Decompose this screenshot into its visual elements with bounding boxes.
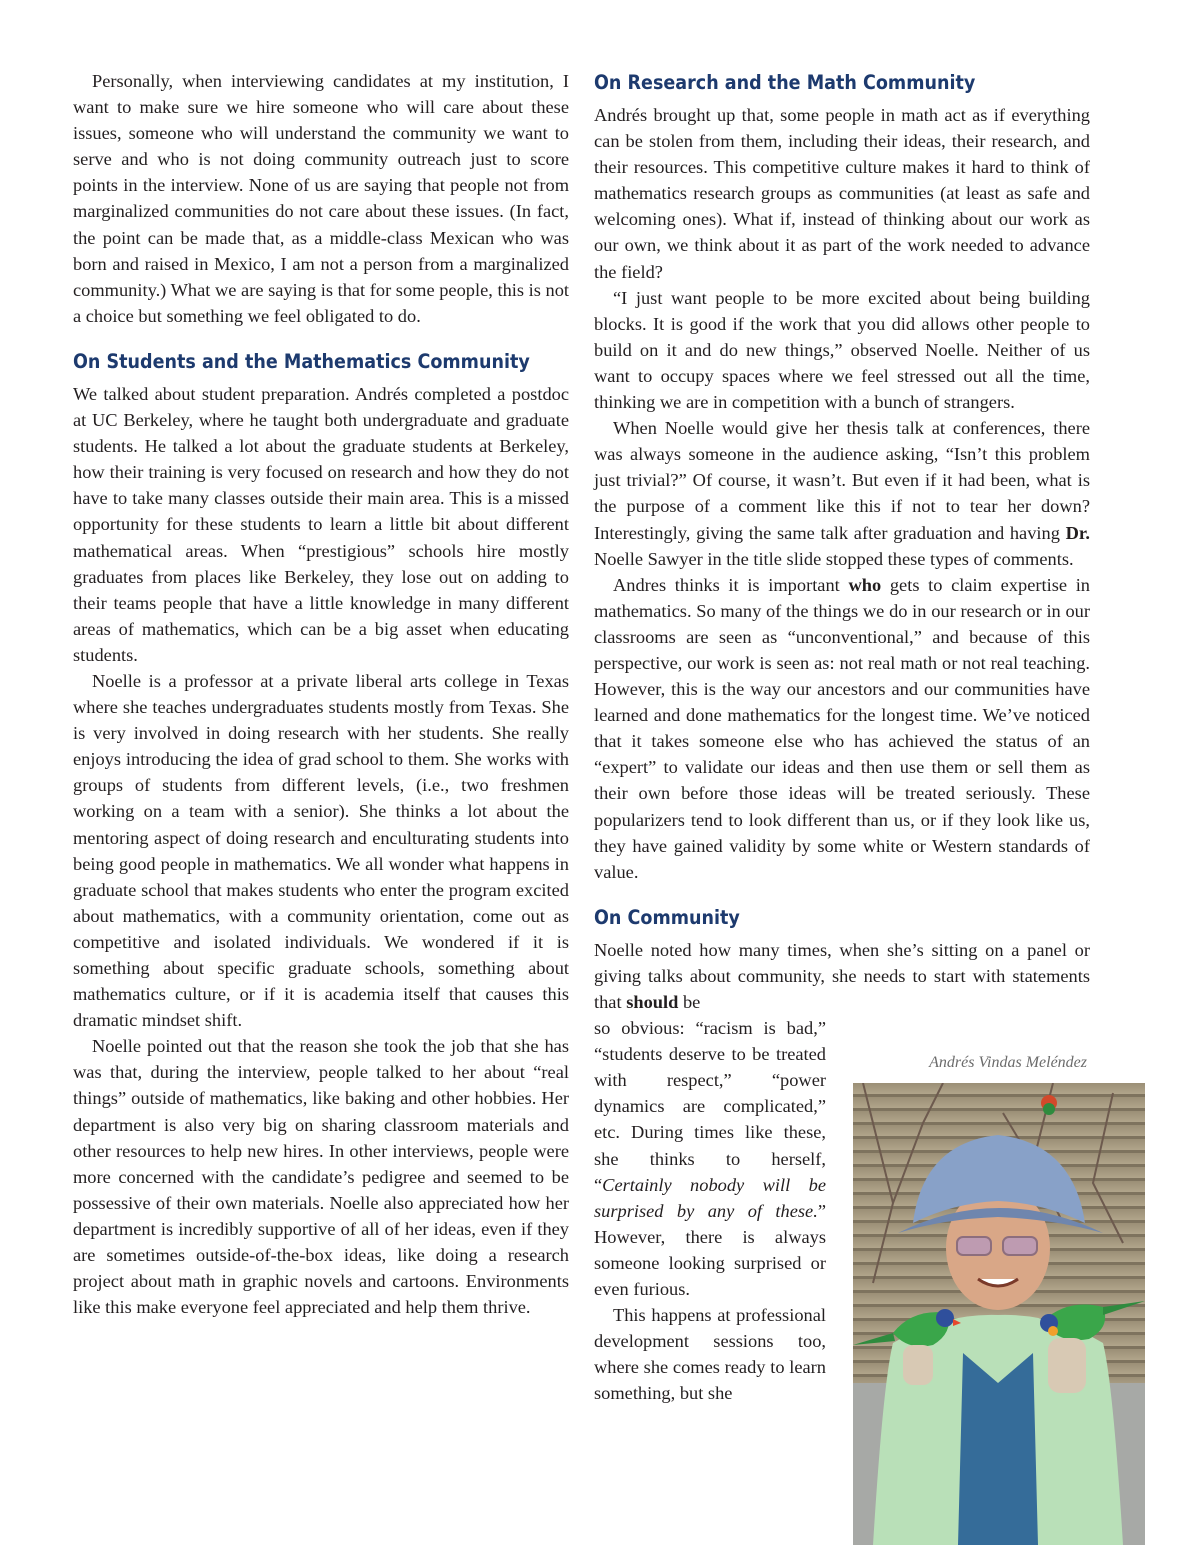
author-photo [853, 1083, 1145, 1545]
paragraph-competitive-culture: Andrés brought up that, some people in math act as if everything can be stolen from them, including their ideas, their research, and their resources. This competitive culture makes it hard to think of mathematics research groups as communities (at least as safe and welcoming ones). What if, instead of thinking about our work as our own, we think about it as part of the work needed to advance the field? [594, 105, 1090, 282]
paragraph-obvious-statements: so obvious: “racism is bad,” “students deserve to be treated with respect,” “power dynamics are complicated,” etc. During times like these, she thinks to herself, “Certainly nobody will be surprised by any of these.” However, there is always someone looking surprised or even furious. [594, 1018, 826, 1300]
person-with-parrots-illustration [853, 1083, 1145, 1545]
paragraph-expertise: Andres thinks it is important who gets to claim expertise in mathematics. So many of the things we do in our research or in our classrooms are seen as “unconventional,” and because of this perspective, our work is seen as: not real math or not real teaching. However, this is the way our ancestors and our communities have learned and done mathematics for the longest time. We’ve noticed that it takes someone else who has achieved the status of an “expert” to validate our ideas and then use them or sell them as their own before those ideas will be treated seriously. These popularizers tend to look different than us, or if they look like us, they have gained validity by some white or Western standards of value. [594, 574, 1091, 882]
paragraph-student-preparation: We talked about student preparation. Andrés completed a postdoc at UC Berkeley, where he taught both undergraduate and graduate students. He talked a lot about the graduate students at Berkeley, how their training is very focused on research and how they do not have to take many classes outside their main area. This is a missed opportunity for these students to learn a little bit about different mathematical areas. When “prestigious” schools hire mostly graduates from places like Berkeley, they lose out on adding to their teams people that have a little knowledge in many different areas of mathematics, which can be a big asset when educating students. [73, 383, 569, 665]
bold-should: should [626, 992, 679, 1012]
heading-on-community: On Community [594, 905, 740, 929]
paragraph-panel-statements: Noelle noted how many times, when she’s sitting on a panel or giving talks about community, she needs to start with statements that should be [594, 939, 1090, 1012]
left-column [73, 68, 569, 1320]
heading-students-community: On Students and the Mathematics Community [73, 349, 530, 373]
paragraph-building-blocks: “I just want people to be more excited about being building blocks. It is good if the work that you did allows other people to build on it and do new things,” observed Noelle. Neither of us want to occupy spaces where we feel stressed out all the time, thinking we are in competition with a bunch of strangers. [594, 287, 1090, 413]
bold-dr: Dr. [1065, 522, 1090, 543]
heading-research-community: On Research and the Math Community [594, 71, 976, 94]
paragraph-thesis-talk: When Noelle would give her thesis talk at conferences, there was always someone in the audience asking, “Isn’t this problem just trivial?” Of course, it wasn’t. But even if it had been, what is the purpose of a comment like this if not to tear her down? Interestingly, giving the same talk after graduation and having Dr. Noelle Sawyer in the title slide stopped these types of comments. [594, 418, 1090, 569]
italic-thought: Certainly nobody will be surprised by any of these. [594, 1174, 826, 1221]
paragraph-noelle-job: Noelle pointed out that the reason she took the job that she has was that, during the interview, people talked to her about “real things” outside of mathematics, like baking and other hobbies. Her department is also very big on sharing classroom materials and other resources to help new hires. In other interviews, people were more concerned with the candidate’s pedigree and seemed to be possessive of their own materials. Noelle also appreciated how her department is incredibly supportive of all of her ideas, even if they are sometimes outside-of-the-box ideas, like doing a research project about math in graphic novels and cartoons. Environments like this make everyone feel appreciated and help them thrive. [73, 1036, 569, 1318]
paragraph-professional-development: This happens at professional development sessions too, where she comes ready to learn something, but she [594, 1305, 826, 1404]
paragraph-noelle-professor: Noelle is a professor at a private liberal arts college in Texas where she teaches undergraduates students mostly from Texas. She is very involved in doing research with her students. She really enjoys introducing the idea of grad school to them. She works with groups of students from different levels, (i.e., two freshmen working on a team with a senior). She thinks a lot about the mentoring aspect of doing research and enculturating students into being good people in mathematics. We all wonder what happens in graduate school that makes students who enter the program excited about mathematics, with a community orientation, come out as competitive and isolated individuals. We wondered if it is something about specific graduate schools, something about mathematics culture, or if it is academia itself that causes this dramatic mindset shift. [73, 670, 569, 1031]
paragraph-interviewing: Personally, when interviewing candidates at my institution, I want to make sure we hire someone who will care about these issues, someone who will understand the community we want to serve and who is not doing community outreach just to score points in the interview. None of us are saying that people not from marginalized communities do not care about these issues. (In fact, the point can be made that, as a middle-class Mexican who was born and raised in Mexico, I am not a person from a marginalized community.) What we are saying is that for some people, this is not a choice but something we feel obligated to do. [73, 71, 569, 326]
bold-who: who [848, 574, 882, 595]
photo-caption: Andrés Vindas Meléndez [929, 1054, 1087, 1071]
